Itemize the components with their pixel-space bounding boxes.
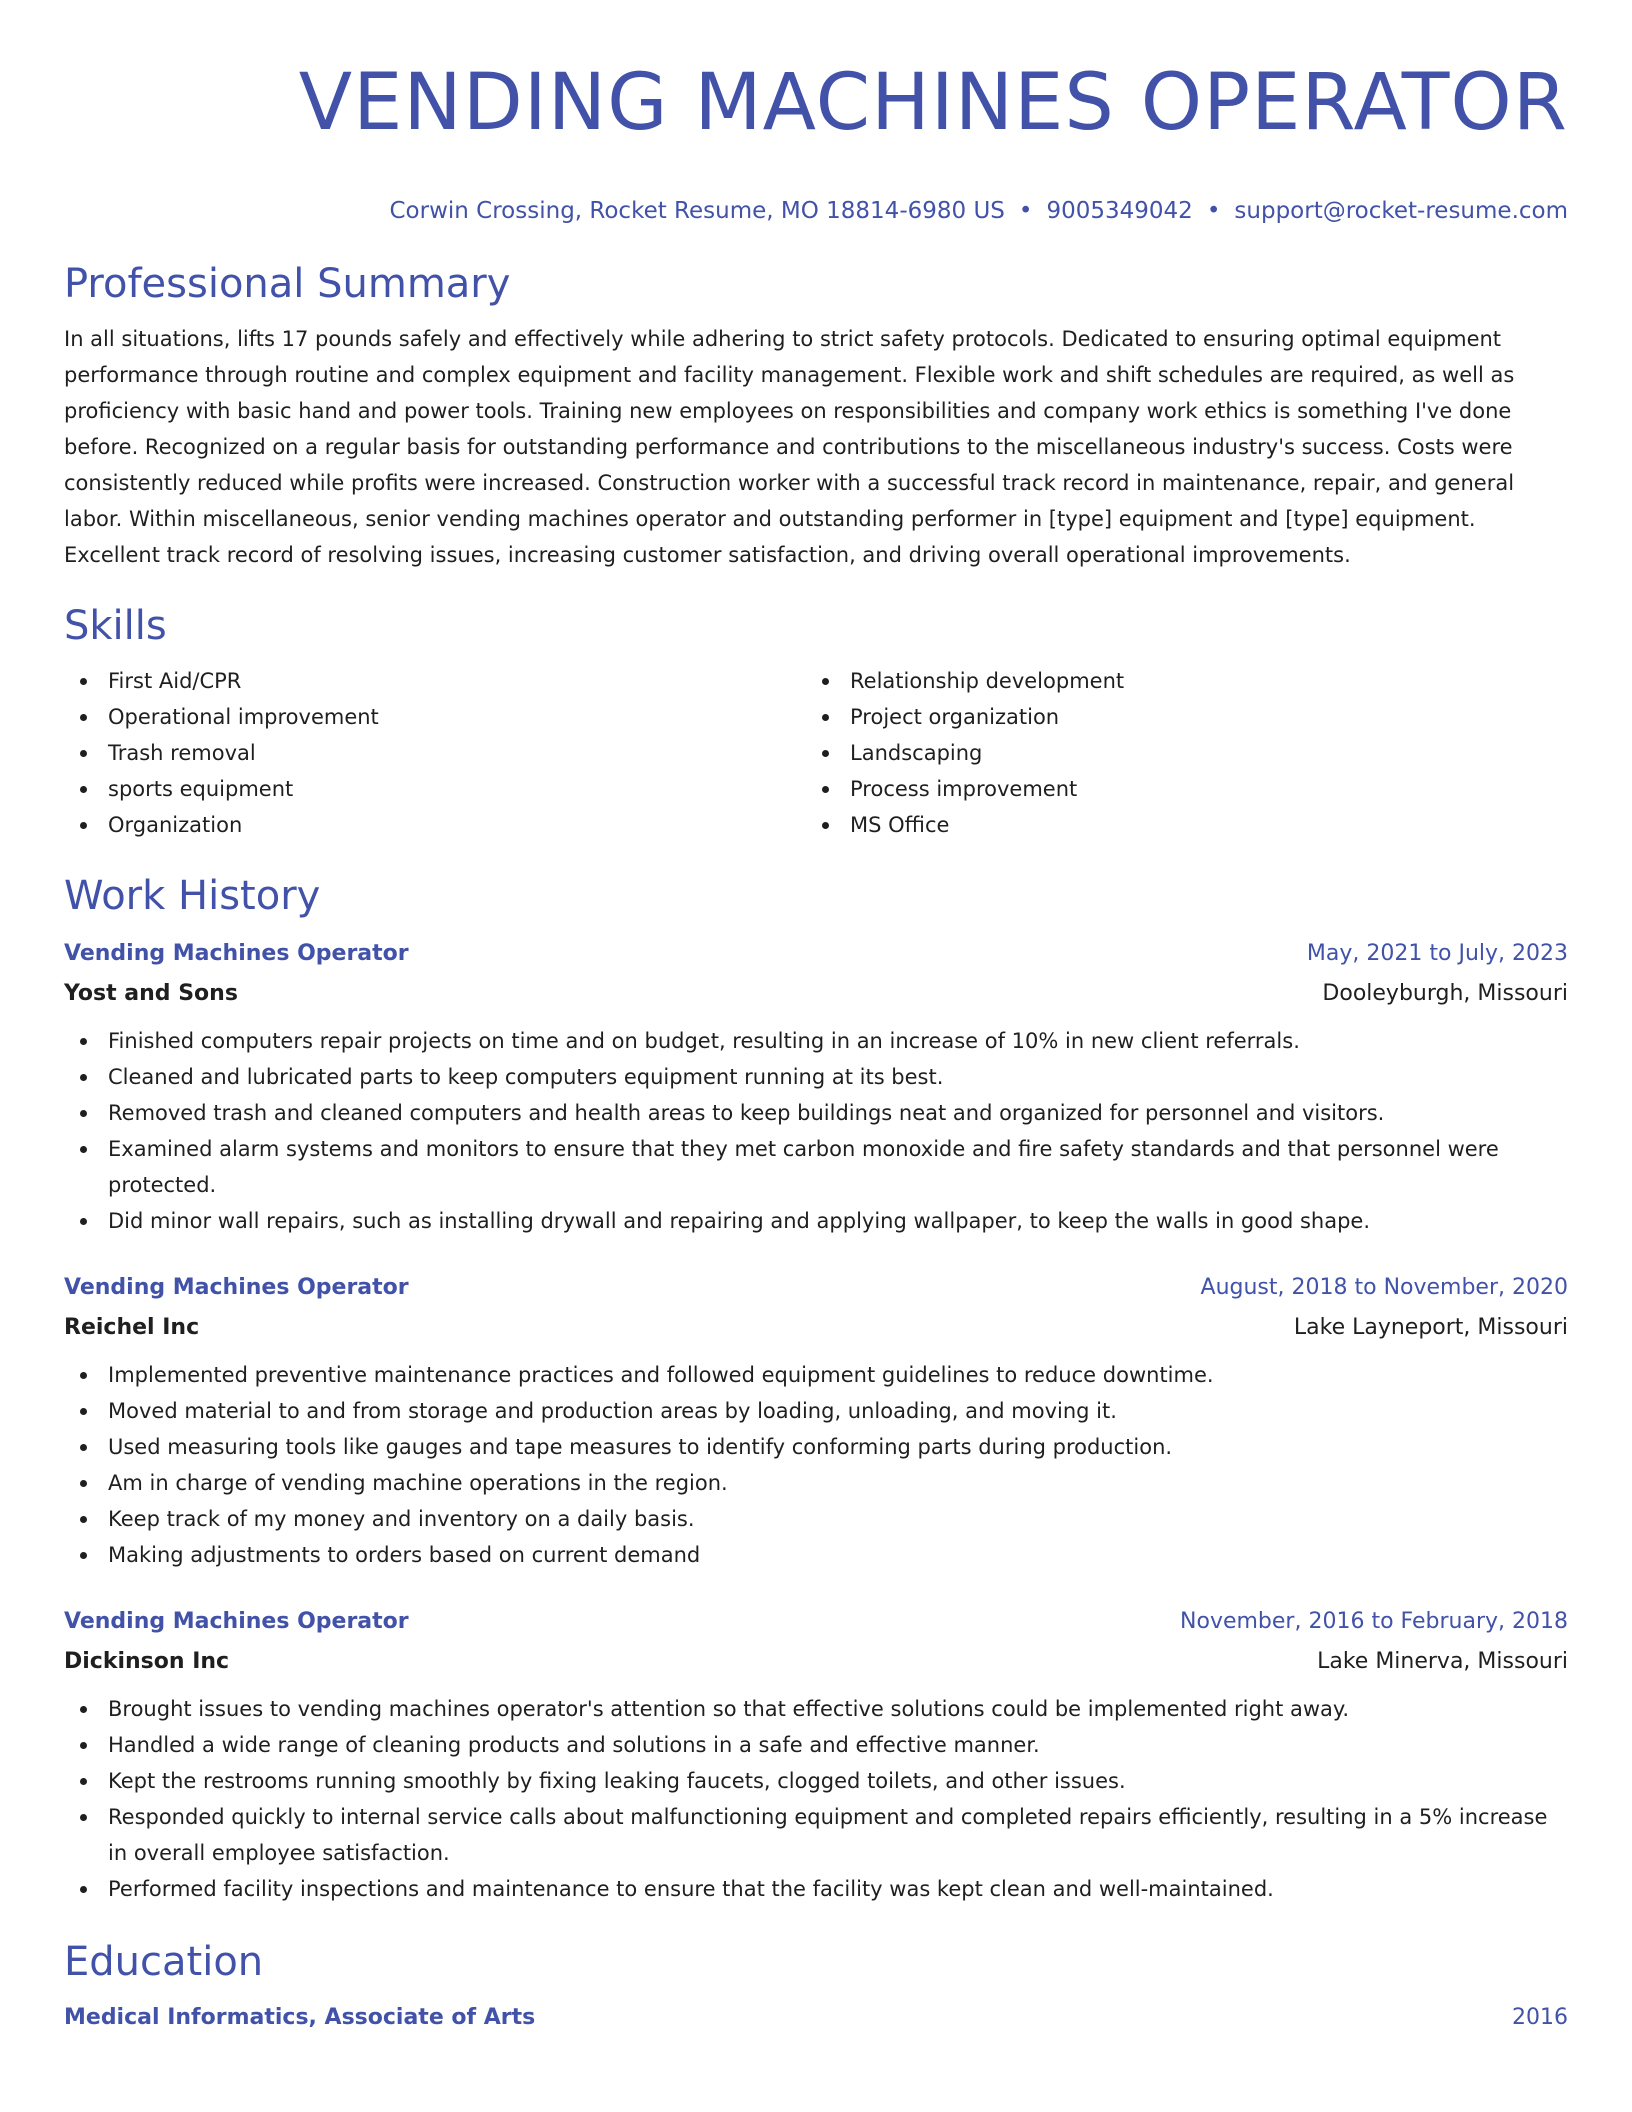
job-entry (64, 1273, 1568, 1573)
job-bullet: Kept the restrooms running smoothly by fixing leaking faucets, clogged toilets, and other issues. (64, 1763, 1568, 1799)
education-degree: Medical Informatics, Associate of Arts (64, 2005, 536, 2030)
skill-item: MS Office (806, 807, 1548, 843)
education-entry (64, 2003, 1568, 2033)
job-entry (64, 939, 1568, 1239)
job-company: Reichel Inc (64, 1315, 200, 1340)
contact-separator: • (1206, 198, 1221, 224)
job-bullet: Am in charge of vending machine operations in the region. (64, 1465, 1568, 1501)
job-bullet: Handled a wide range of cleaning products and solutions in a safe and effective manner. (64, 1727, 1568, 1763)
job-bullet: Making adjustments to orders based on current demand (64, 1537, 1568, 1573)
contact-separator: • (1018, 198, 1033, 224)
job-dates: November, 2016 to February, 2018 (1180, 1609, 1568, 1634)
skills-column-left (64, 663, 806, 843)
skill-item: Project organization (806, 699, 1548, 735)
job-bullet: Examined alarm systems and monitors to ensure that they met carbon monoxide and fire safety standards and that personnel were protected. (64, 1131, 1568, 1203)
contact-line (64, 196, 1568, 226)
job-bullet: Keep track of my money and inventory on a daily basis. (64, 1501, 1568, 1537)
skill-item: Organization (64, 807, 806, 843)
resume-header (64, 56, 1568, 226)
job-bullet: Used measuring tools like gauges and tape measures to identify conforming parts during production. (64, 1429, 1568, 1465)
job-bullet: Brought issues to vending machines operator's attention so that effective solutions could be implemented right away. (64, 1691, 1568, 1727)
skill-item: sports equipment (64, 771, 806, 807)
skills-heading: Skills (64, 603, 167, 649)
skills-column-right (806, 663, 1548, 843)
job-bullets (64, 1023, 1568, 1239)
contact-phone: 9005349042 (1046, 198, 1193, 224)
job-bullet: Implemented preventive maintenance practices and followed equipment guidelines to reduce downtime. (64, 1357, 1568, 1393)
job-bullet: Moved material to and from storage and production areas by loading, unloading, and moving it. (64, 1393, 1568, 1429)
candidate-title: VENDING MACHINES OPERATOR (298, 58, 1568, 148)
contact-email: support@rocket-resume.com (1234, 198, 1568, 224)
skills-list (64, 663, 1568, 843)
job-bullet: Performed facility inspections and maintenance to ensure that the facility was kept clean and well-maintained. (64, 1871, 1568, 1907)
job-header (64, 939, 1568, 969)
skill-item: Relationship development (806, 663, 1548, 699)
job-location: Lake Minerva, Missouri (1317, 1649, 1568, 1674)
job-role: Vending Machines Operator (64, 1609, 409, 1634)
skill-item: Process improvement (806, 771, 1548, 807)
summary-heading: Professional Summary (64, 261, 511, 307)
job-header (64, 1607, 1568, 1637)
job-dates: May, 2021 to July, 2023 (1306, 941, 1568, 966)
job-location: Dooleyburgh, Missouri (1322, 981, 1568, 1006)
job-company: Dickinson Inc (64, 1649, 230, 1674)
job-role: Vending Machines Operator (64, 941, 409, 966)
education-year: 2016 (1512, 2005, 1568, 2030)
job-company-row (64, 1313, 1568, 1343)
job-header (64, 1273, 1568, 1303)
skill-item: First Aid/CPR (64, 663, 806, 699)
job-bullet: Removed trash and cleaned computers and health areas to keep buildings neat and organized for personnel and visitors. (64, 1095, 1568, 1131)
job-bullets (64, 1357, 1568, 1573)
skill-item: Landscaping (806, 735, 1548, 771)
job-bullet: Finished computers repair projects on time and on budget, resulting in an increase of 10% in new client referrals. (64, 1023, 1568, 1059)
job-company: Yost and Sons (64, 981, 238, 1006)
skill-item: Trash removal (64, 735, 806, 771)
work-history-heading: Work History (64, 873, 321, 919)
summary-text: In all situations, lifts 17 pounds safely and effectively while adhering to strict safety protocols. Dedicated to ensuring optimal equipment performance through routine and complex equipment and facility management. Flexible work and shift schedules are required, as well as proficiency with basic hand and power tools. Training new employees on responsibilities and company work ethics is something I've done before. Recognized on a regular basis for outstanding performance and contributions to the miscellaneous industry's success. Costs were consistently reduced while profits were increased. Construction worker with a successful track record in maintenance, repair, and general labor. Within miscellaneous, senior vending machines operator and outstanding performer in [type] equipment and [type] equipment. Excellent track record of resolving issues, increasing customer satisfaction, and driving overall operational improvements. (64, 327, 1515, 567)
job-dates: August, 2018 to November, 2020 (1200, 1275, 1568, 1300)
job-role: Vending Machines Operator (64, 1275, 409, 1300)
job-company-row (64, 979, 1568, 1009)
job-company-row (64, 1647, 1568, 1677)
job-bullet: Cleaned and lubricated parts to keep computers equipment running at its best. (64, 1059, 1568, 1095)
contact-address: Corwin Crossing, Rocket Resume, MO 18814-6980 US (389, 198, 1005, 224)
job-location: Lake Layneport, Missouri (1293, 1315, 1568, 1340)
skill-item: Operational improvement (64, 699, 806, 735)
job-bullets (64, 1691, 1568, 1907)
job-bullet: Responded quickly to internal service calls about malfunctioning equipment and completed repairs efficiently, resulting in a 5% increase in overall employee satisfaction. (64, 1799, 1568, 1871)
education-heading: Education (64, 1939, 264, 1985)
job-entry (64, 1607, 1568, 1907)
job-bullet: Did minor wall repairs, such as installing drywall and repairing and applying wallpaper, to keep the walls in good shape. (64, 1203, 1568, 1239)
